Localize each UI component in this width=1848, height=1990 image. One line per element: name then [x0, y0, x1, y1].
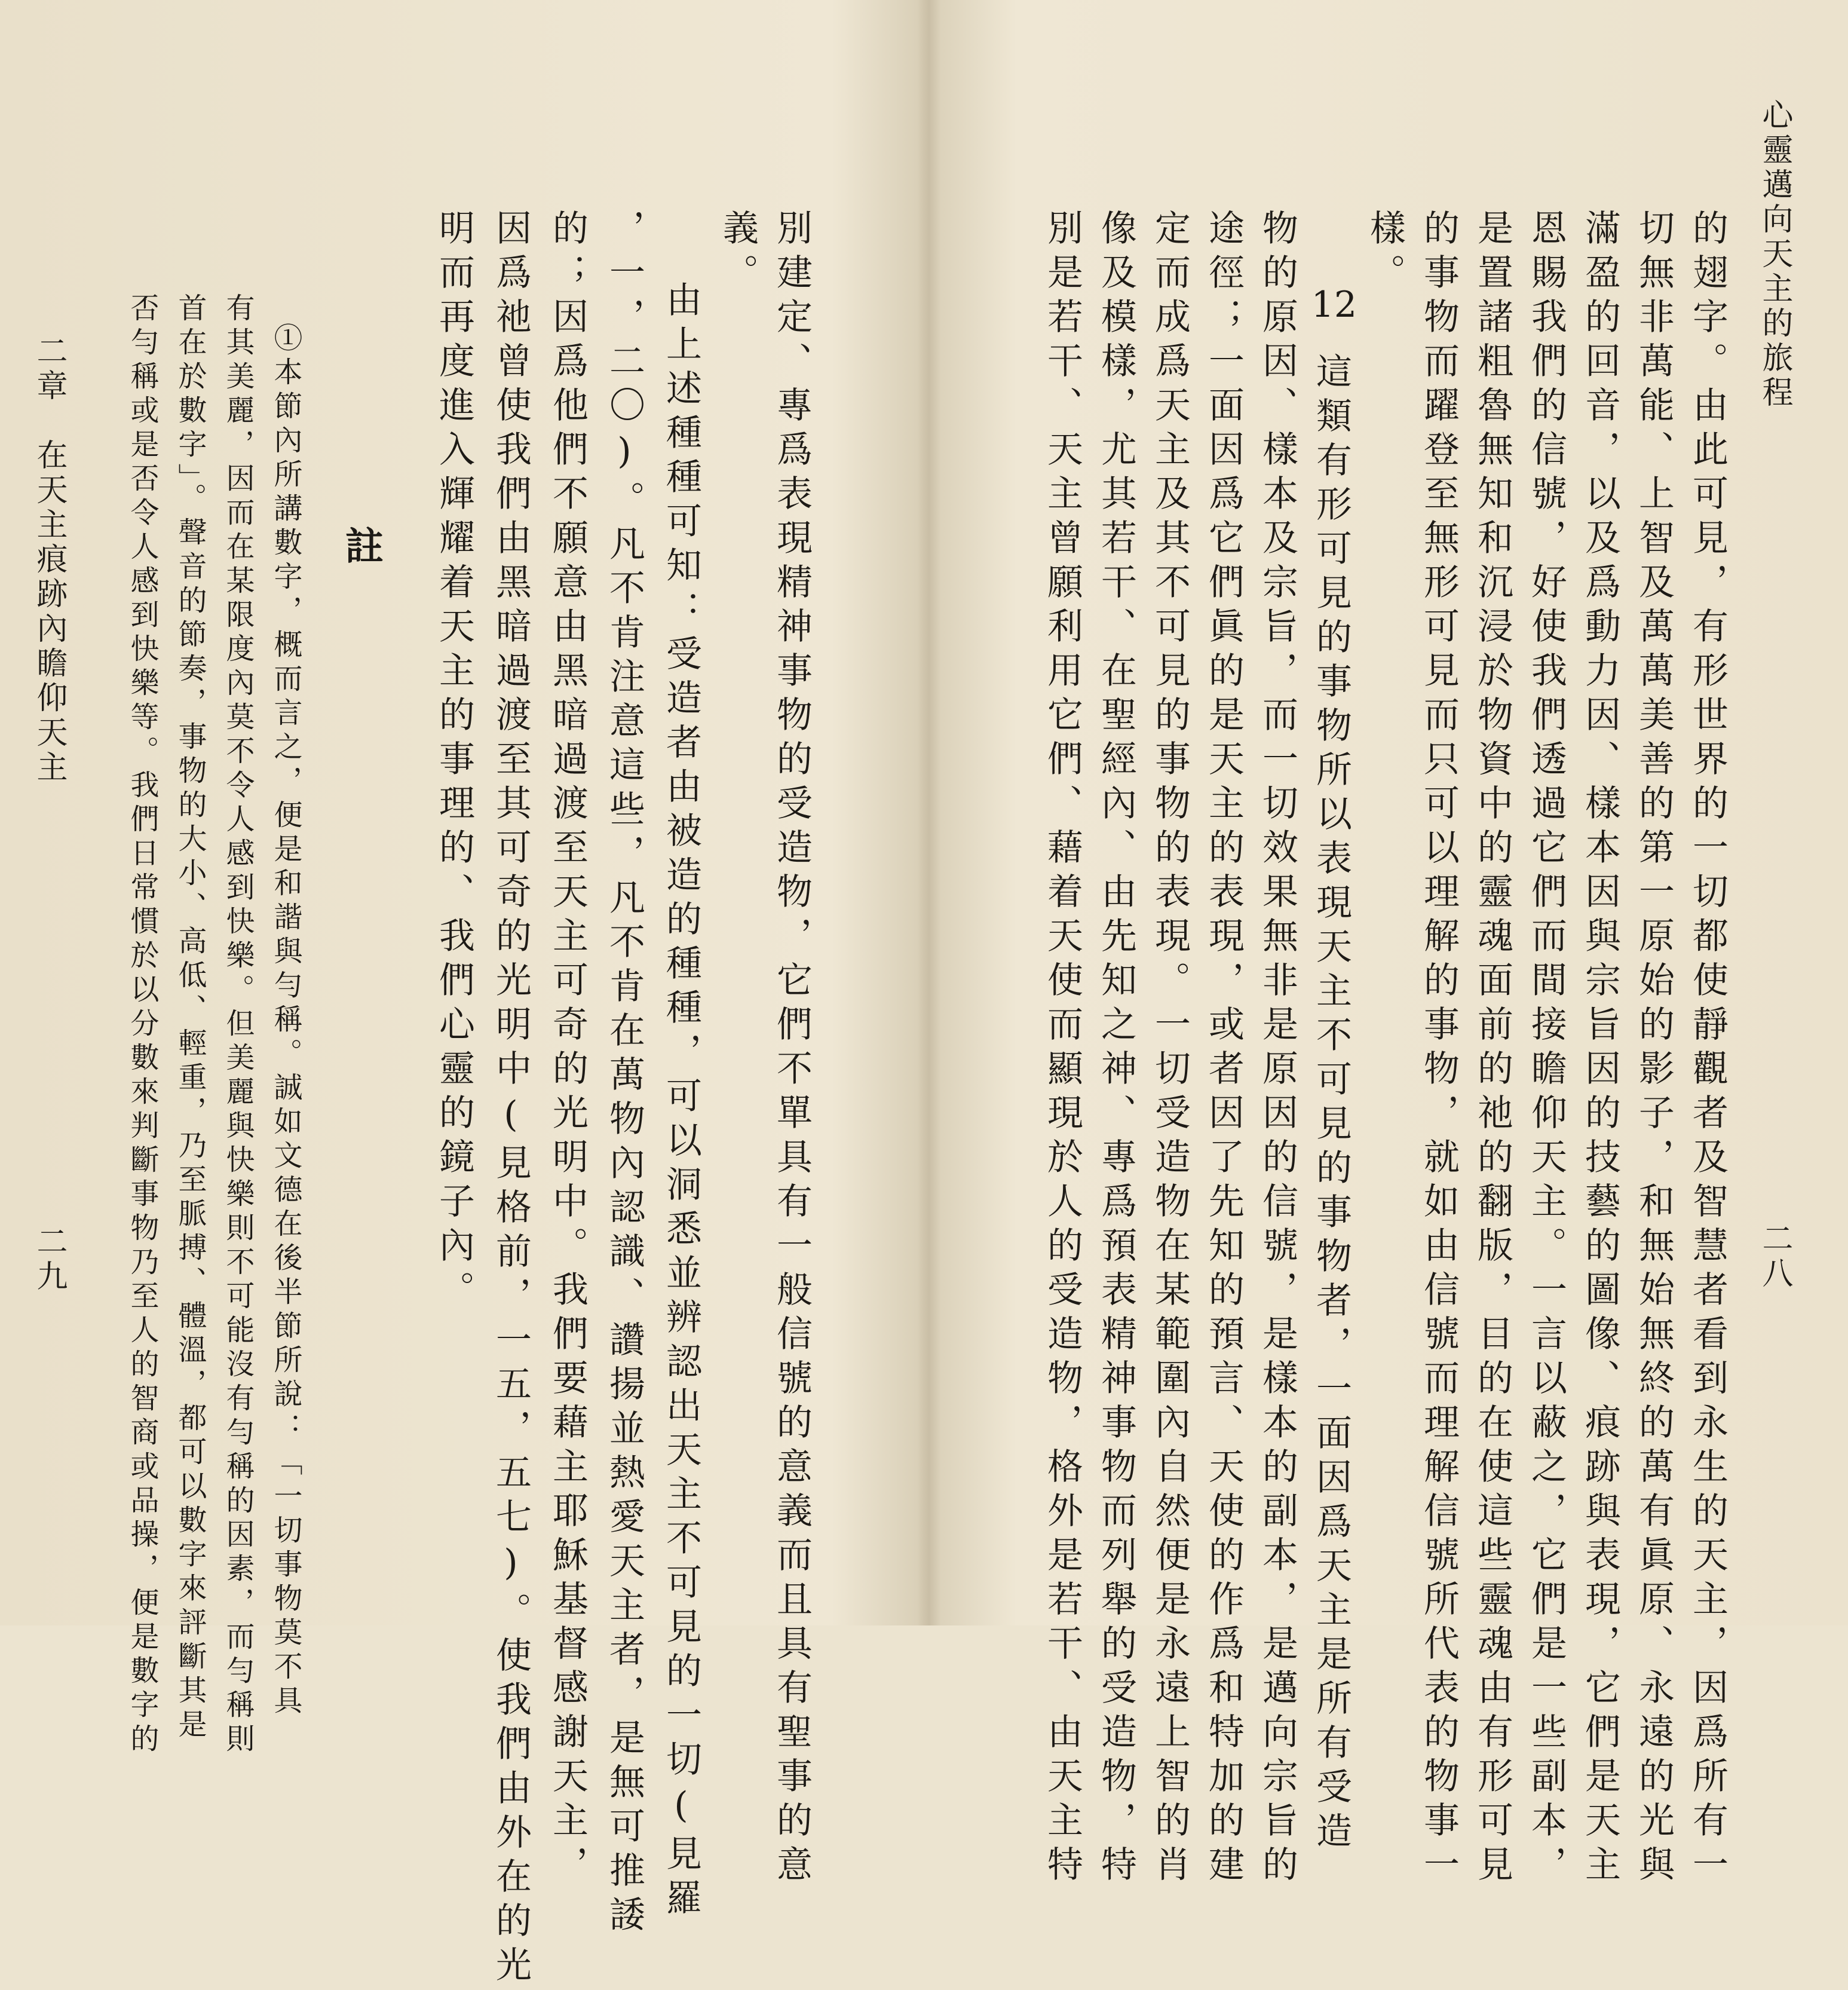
- notes-title: 註: [339, 526, 384, 564]
- footnote-line: 否勻稱或是否令人感到快樂等。我們日常慣於以分數來判斷事物乃至人的智商或品操，便是數字的: [125, 293, 159, 1758]
- footnote-line: ①本節內所講數字，概而言之，便是和諧與勻稱。誠如文德在後半節所說：「一切事物莫不具: [269, 323, 302, 1719]
- body-line: 切無非萬能、上智及萬萬美善的第一原始的影子，和無始無終的萬有眞原、永遠的光與: [1633, 209, 1675, 1890]
- page-number: 二九: [31, 1225, 67, 1294]
- body-line: 因爲祂曾使我們由黑暗過渡至其可奇的光明中(見格前，一五，五七)。使我們由外在的光: [490, 209, 532, 1990]
- body-line: 的翅字。由此可見，有形世界的一切都使靜觀者及智慧者看到永生的天主，因爲所有一: [1687, 209, 1729, 1890]
- running-header: 心靈邁向天主的旅程: [1757, 99, 1792, 411]
- body-line: 樣。: [1364, 209, 1406, 298]
- footnote-line: 有其美麗，因而在某限度內莫不令人感到快樂。但美麗與快樂則不可能沒有勻稱的因素，而勻稱則: [221, 293, 255, 1758]
- body-line: 像及模樣，尤其若干、在聖經內、由先知之神、專爲預表精神事物而列舉的受造物，特: [1095, 209, 1137, 1890]
- body-line: 由上述種種可知：受造者由被造的種種，可以洞悉並辨認出天主不可見的一切(見羅: [660, 281, 702, 1923]
- body-line: 定而成爲天主及其不可見的事物的表現。一切受造物在某範圍內自然便是永遠上智的肖: [1149, 209, 1191, 1890]
- body-line: 別建定、專爲表現精神事物的受造物，它們不單具有一般信號的意義而且具有聖事的意: [771, 209, 813, 1890]
- running-footer: 二章 在天主痕跡內瞻仰天主: [31, 335, 67, 785]
- body-line: 別是若干、天主曾願利用它們、藉着天使而顯現於人的受造物，格外是若干、由天主特: [1041, 209, 1083, 1890]
- body-line: ，一，二〇)。凡不肯注意這些，凡不肯在萬物內認識、讚揚並熱愛天主者，是無可推諉: [603, 209, 645, 1940]
- body-line: 恩賜我們的信號，好使我們透過它們而間接瞻仰天主。一言以蔽之，它們是一些副本，: [1525, 209, 1567, 1890]
- right-page: [929, 0, 1848, 1890]
- body-line: 是置諸粗魯無知和沉浸於物資中的靈魂面前的祂的翻版，目的在使這些靈魂由有形可見: [1472, 209, 1513, 1890]
- body-line: 這類有形可見的事物所以表現天主不可見的事物者，一面因爲天主是所有受造: [1310, 353, 1352, 1856]
- body-line: 明而再度進入輝耀着天主的事理的、我們心靈的鏡子內。: [433, 209, 475, 1315]
- body-line: 的；因爲他們不願意由黑暗過渡至天主可奇的光明中。我們要藉主耶穌基督感謝天主，: [547, 209, 589, 1890]
- section-number: 12: [1311, 284, 1357, 326]
- body-line: 義。: [717, 209, 759, 298]
- page-number: 二八: [1757, 1222, 1792, 1291]
- body-line: 物的原因、樣本及宗旨，而一切效果無非是原因的信號，是樣本的副本，是邁向宗旨的: [1256, 209, 1298, 1890]
- body-line: 滿盈的回音，以及爲動力因、樣本因與宗旨因的技藝的圖像、痕跡與表現，它們是天主: [1579, 209, 1621, 1890]
- body-line: 途徑；一面因爲它們眞的是天主的表現，或者因了先知的預言、天使的作爲和特加的建: [1203, 209, 1245, 1890]
- body-line: 的事物而躍登至無形可見而只可以理解的事物，就如由信號而理解信號所代表的物事一: [1418, 209, 1460, 1890]
- footnote-line: 首在於數字」。聲音的節奏，事物的大小、高低、輕重，乃至脈搏、體溫，都可以數字來評斷其是: [173, 293, 207, 1743]
